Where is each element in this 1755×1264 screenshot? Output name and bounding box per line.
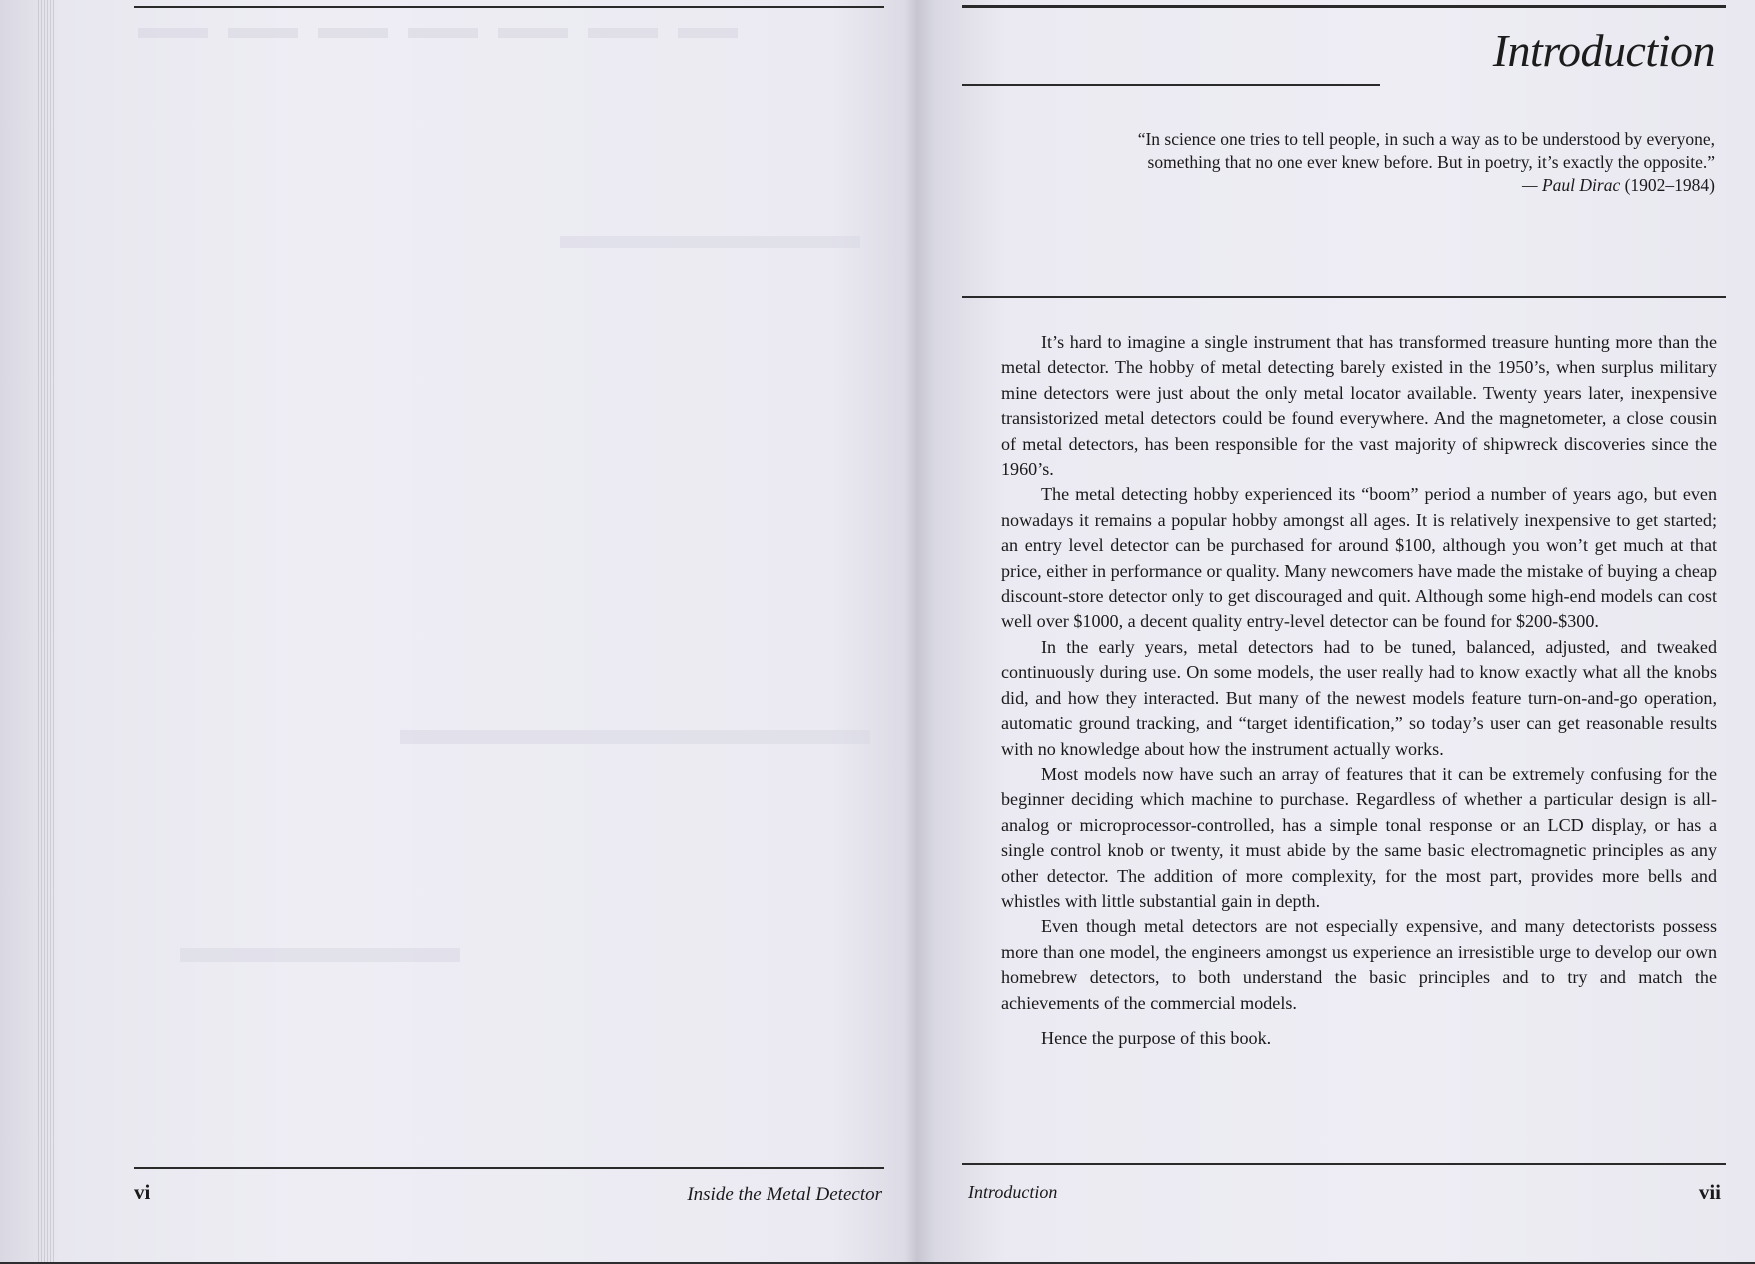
paragraph-4: Most models now have such an array of features that it can be extremely confusing for the beginner deciding which machine to purchase. Regardless of whether a particular design is all-analog or microprocessor-controlled, has a simple tonal response or an LCD display, or has a single control knob or twenty, it must abide by the same basic electromagnetic principles as any other detector. The addition of more complexity, for the most part, provides more bells and whistles with little substantial gain in depth. xyxy=(1001,763,1717,911)
paragraph-1: It’s hard to imagine a single instrument that has transformed treasure hunting more than the metal detector. The hobby of metal detecting barely existed in the 1950’s, when surplus military mine detectors were just about the only metal locator available. Twenty years later, inexpensive transistorized metal detectors could be found everywhere. And the magnetometer, a close cousin of metal detectors, has been responsible for the vast majority of shipwreck discoveries since the 1960’s. xyxy=(1001,332,1717,480)
right-running-title: Introduction xyxy=(968,1182,1058,1202)
epigraph-attribution xyxy=(955,174,1715,197)
closing-line: Hence the purpose of this book. xyxy=(1041,1027,1272,1048)
page-edge-stack xyxy=(38,0,54,1262)
left-top-rule xyxy=(134,6,884,8)
attribution-years: (1902–1984) xyxy=(1624,175,1715,195)
epigraph-line-1: “In science one tries to tell people, in such a way as to be understood by everyone, xyxy=(1137,129,1715,149)
right-page-number: vii xyxy=(1698,1180,1721,1204)
epigraph-line-2: something that no one ever knew before. But in poetry, it’s exactly the opposite.” xyxy=(1147,152,1715,172)
paragraph-5: Even though metal detectors are not especially expensive, and many detectorists possess more than one model, the engineers amongst us experience an irresistible urge to develop our own homebrew detectors, to both understand the basic principles and to try and match the achievements of the commercial models. xyxy=(1001,916,1717,1013)
section-rule xyxy=(962,296,1726,298)
paragraph-3: In the early years, metal detectors had to be tuned, balanced, adjusted, and tweaked continuously during use. On some models, the user really had to know exactly what all the knobs did, and how they interacted. But many of the newest models feature turn-on-and-go operation, automatic ground tracking, and “target identification,” so today’s user can get reasonable results with no knowledge about how the instrument actually works. xyxy=(1001,636,1717,759)
left-page-number: vi xyxy=(134,1180,151,1204)
title-underline-rule xyxy=(962,84,1380,86)
attribution-name: — Paul Dirac xyxy=(1522,175,1621,195)
right-bottom-rule xyxy=(962,1163,1726,1165)
epigraph xyxy=(955,128,1715,197)
paragraph-2: The metal detecting hobby experienced its “boom” period a number of years ago, but even nowadays it remains a popular hobby amongst all ages. It is relatively inexpensive to get started; an entry level detector can be purchased for around $100, although you won’t get much at that price, either in performance or quality. Many newcomers have made the mistake of buying a cheap discount-store detector only to get discouraged and quit. Although some high-end models can cost well over $1000, a decent quality entry-level detector can be found for $200-$300. xyxy=(1001,484,1717,632)
right-top-rule xyxy=(962,5,1726,8)
introduction-body xyxy=(1001,330,1717,1051)
left-bottom-rule xyxy=(134,1167,884,1169)
chapter-title: Introduction xyxy=(1492,25,1715,76)
left-running-title: Inside the Metal Detector xyxy=(687,1184,882,1205)
